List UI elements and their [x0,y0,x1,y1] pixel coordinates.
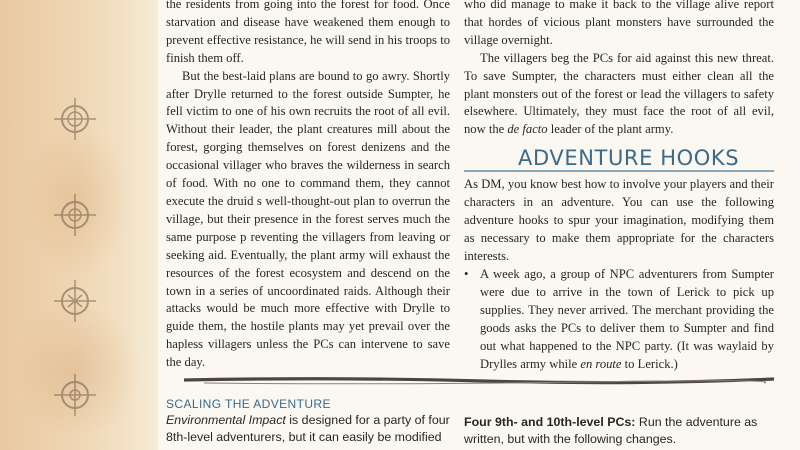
right-column-text [464,0,774,139]
emphasis-text: Environmental Impact [166,413,286,427]
paragraph [464,50,774,140]
text-line: the residents from going into the forest for food. [166,0,420,11]
hook-text [480,266,774,373]
decorative-margin [0,0,158,450]
emphasis-text: en route [580,356,622,371]
text: Once starvation and disease have weakened them enough to prevent effective resistance, he will send in his troops to finish them off. [166,0,451,65]
text: leader of the plant army. [547,122,674,137]
text: to Lerick.) [621,356,678,371]
text: is designed for a party of four 8th-level adventurers, but it can easily be modified [166,413,450,444]
paragraph [166,0,450,68]
rune-glyph-icon [52,192,98,238]
subsection-heading: SCALING THE ADVENTURE [166,397,331,411]
paragraph: As DM, you know best how to involve your players and their characters in an adventure. You can use the following adventure hooks to spur your imagination, modifying them as necessary to make them appropriate for the characters interests. [464,177,774,263]
left-column-text [166,0,450,372]
section-divider [184,375,774,387]
bullet-icon: • [464,267,469,281]
rune-glyph-icon [52,278,98,324]
text: A week ago, a group of NPC adventurers from Sumpter were due to arrive in the town of Lerick to pick up supplies. They never arrived. The merchant providing the goods asks the PCs to deliver them to Sumpter and find out what happened to the NPC party. (It was waylaid by Drylles army while [480,267,774,371]
paragraph: who did manage to make it back to the village alive report that hordes of vicious plant monsters have surrounded the village overnight. [464,0,774,47]
section-heading: ADVENTURE HOOKS [518,146,740,170]
pcs-scaling-text [464,414,774,447]
rune-glyph-icon [52,372,98,418]
hooks-intro-text [464,176,774,266]
heading-rule [464,170,774,172]
rune-glyph-icon [52,96,98,142]
emphasis-text: de facto [507,122,548,137]
text: The villagers beg the PCs for aid against this new threat. To save Sumpter, the characters must either clean all the plant monsters out of the forest or lead the villagers to safety elsewhere. Ultimately, they must face the root of all evil, now the [464,50,774,137]
hook-list-item [464,266,774,373]
text: Run the adventure as written, but with the following changes. [464,415,758,446]
scaling-text [166,412,450,445]
lead-in-text: Four 9th- and 10th-level PCs: [464,415,636,429]
paragraph: But the best-laid plans are bound to go awry. Shortly after Drylle returned to the forest outside Sumpter, he fell victim to one of his own recruits the root of all evil. Without their leader, the plant creatures mill about the forest, gorging themselves on forest denizens and the occasional villager who braves the wilderness in search of food. With no one to command them, they cannot execute the druid s well-thought-out plan to overrun the village, but their presence in the forest serves much the same purpose p reventing the villagers from leaving or seeking aid. Eventually, the plant army will exhaust the resources of the forest ecosystem and descend on the town in a series of uncoordinated raids. Although their attacks would be much more effective with Drylle to guide them, the hostile plants may yet prevail over the hapless villagers unless the PCs can intervene to save the day. [166,68,450,370]
